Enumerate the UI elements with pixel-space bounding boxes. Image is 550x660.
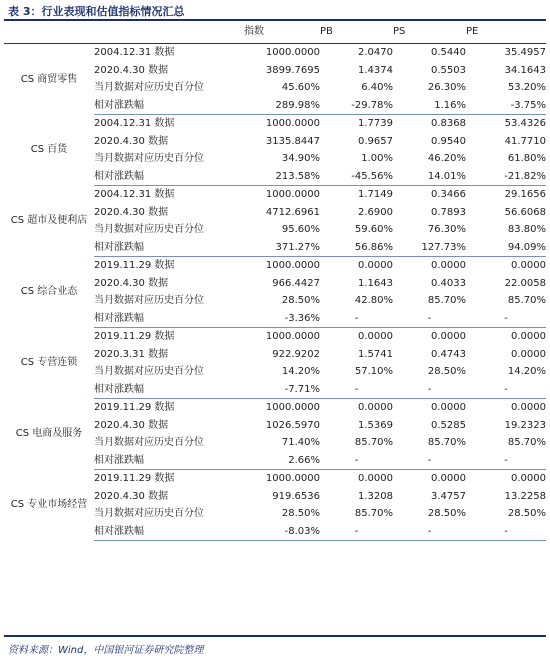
value-cell: 94.09% <box>466 239 546 257</box>
value-cell: 0.0000 <box>511 348 546 360</box>
row-label: 相对涨跌幅 <box>94 168 244 186</box>
row-label: 2020.4.30 数据 <box>94 135 169 147</box>
table-row <box>4 186 546 204</box>
value-cell: 371.27% <box>244 239 320 257</box>
category-cell: CS 专营连锁 <box>20 357 78 369</box>
table-row <box>4 328 546 346</box>
value-cell: 0.0000 <box>358 473 393 484</box>
value-cell: 95.60% <box>281 224 320 235</box>
value-cell: 1.5369 <box>358 419 393 431</box>
value-cell: -29.78% <box>320 97 393 115</box>
value-cell: - <box>466 523 546 541</box>
row-label: 相对涨跌幅 <box>94 97 244 115</box>
value-cell: 28.50% <box>507 508 546 519</box>
value-cell: 127.73% <box>393 239 466 257</box>
value-cell: 4712.6961 <box>265 206 320 218</box>
value-cell: 0.0000 <box>431 473 466 484</box>
row-label: 2004.12.31 数据 <box>94 118 175 129</box>
value-cell: -7.71% <box>244 381 320 399</box>
value-cell: 1.16% <box>393 97 466 115</box>
value-cell: 53.4326 <box>504 118 546 129</box>
value-cell: 919.6536 <box>272 490 320 502</box>
row-label: 2020.4.30 数据 <box>94 206 169 218</box>
value-cell: 1.5741 <box>358 348 393 360</box>
value-cell: 3899.7695 <box>265 64 320 76</box>
value-cell: 0.0000 <box>511 473 546 484</box>
value-cell: 85.70% <box>507 295 546 306</box>
value-cell: 1000.0000 <box>265 260 320 271</box>
value-cell: 1000.0000 <box>265 473 320 484</box>
value-cell: 56.6068 <box>504 206 546 218</box>
value-cell: 2.66% <box>244 452 320 470</box>
table-body <box>4 44 546 541</box>
category-cell: CS 商贸零售 <box>20 73 78 85</box>
category-cell: CS 百货 <box>30 144 68 156</box>
value-cell: 14.20% <box>281 366 320 377</box>
category-cell: CS 综合业态 <box>20 286 78 298</box>
value-cell: 85.70% <box>354 508 393 519</box>
value-cell: 22.0058 <box>504 277 546 289</box>
row-label: 相对涨跌幅 <box>94 381 244 399</box>
row-label: 相对涨跌幅 <box>94 239 244 257</box>
category-cell: CS 专业市场经营 <box>10 499 88 511</box>
value-cell: 922.9202 <box>272 348 320 360</box>
row-label: 当月数据对应历史百分位 <box>94 82 204 93</box>
value-cell: 0.0000 <box>431 331 466 342</box>
value-cell: 1.3208 <box>358 490 393 502</box>
row-label: 当月数据对应历史百分位 <box>94 437 204 448</box>
value-cell: 1000.0000 <box>265 189 320 200</box>
value-cell: 42.80% <box>354 295 393 306</box>
value-cell: - <box>393 523 466 541</box>
value-cell: 28.50% <box>281 295 320 306</box>
value-cell: 0.0000 <box>511 402 546 413</box>
table-title: 表 3：行业表现和估值指标情况汇总 <box>8 5 185 18</box>
value-cell: 0.8368 <box>431 118 466 129</box>
row-label: 当月数据对应历史百分位 <box>94 224 204 235</box>
value-cell: 35.4957 <box>504 47 546 58</box>
value-cell: 0.0000 <box>431 260 466 271</box>
value-cell: 0.0000 <box>511 260 546 271</box>
value-cell: 3135.8447 <box>265 135 320 147</box>
row-label: 当月数据对应历史百分位 <box>94 366 204 377</box>
row-label: 2020.4.30 数据 <box>94 64 169 76</box>
row-label: 2019.11.29 数据 <box>94 260 175 271</box>
value-cell: -45.56% <box>320 168 393 186</box>
value-cell: 0.7893 <box>431 206 466 218</box>
source-note: 资料来源：Wind，中国银河证券研究院整理 <box>8 645 204 656</box>
row-label: 当月数据对应历史百分位 <box>94 295 204 306</box>
value-cell: 26.30% <box>427 82 466 93</box>
row-label: 2020.4.30 数据 <box>94 277 169 289</box>
row-label: 相对涨跌幅 <box>94 452 244 470</box>
value-cell: 1.4374 <box>358 64 393 76</box>
value-cell: 83.80% <box>507 224 546 235</box>
value-cell: 0.0000 <box>511 331 546 342</box>
value-cell: 6.40% <box>361 82 393 93</box>
value-cell: 76.30% <box>427 224 466 235</box>
value-cell: 1.00% <box>361 153 393 164</box>
row-label: 2020.4.30 数据 <box>94 490 169 502</box>
value-cell: 13.2258 <box>504 490 546 502</box>
value-cell: 0.5503 <box>431 64 466 76</box>
value-cell: 1000.0000 <box>265 402 320 413</box>
value-cell: 19.2323 <box>504 419 546 431</box>
value-cell: 28.50% <box>281 508 320 519</box>
row-label: 当月数据对应历史百分位 <box>94 508 204 519</box>
value-cell: 34.1643 <box>504 64 546 76</box>
value-cell: 29.1656 <box>504 189 546 200</box>
value-cell: - <box>320 310 393 328</box>
value-cell: - <box>393 310 466 328</box>
value-cell: 1.7739 <box>358 118 393 129</box>
value-cell: 53.20% <box>507 82 546 93</box>
value-cell: -3.36% <box>244 310 320 328</box>
value-cell: 85.70% <box>507 437 546 448</box>
value-cell: 1000.0000 <box>265 331 320 342</box>
value-cell: 0.4033 <box>431 277 466 289</box>
header-ps: PS <box>393 21 466 44</box>
value-cell: 0.0000 <box>358 331 393 342</box>
value-cell: 1000.0000 <box>265 47 320 58</box>
value-cell: 0.5285 <box>431 419 466 431</box>
row-label: 2020.4.30 数据 <box>94 419 169 431</box>
value-cell: - <box>320 452 393 470</box>
value-cell: 966.4427 <box>272 277 320 289</box>
row-label: 2019.11.29 数据 <box>94 402 175 413</box>
value-cell: 85.70% <box>427 295 466 306</box>
row-label: 相对涨跌幅 <box>94 523 244 541</box>
table-row <box>4 470 546 488</box>
value-cell: -8.03% <box>244 523 320 541</box>
header-pe: PE <box>466 21 546 44</box>
valuation-table <box>4 21 546 541</box>
row-label: 2004.12.31 数据 <box>94 189 175 200</box>
value-cell: -3.75% <box>466 97 546 115</box>
value-cell: - <box>466 310 546 328</box>
table-row <box>4 257 546 275</box>
value-cell: 59.60% <box>354 224 393 235</box>
value-cell: 14.20% <box>507 366 546 377</box>
row-label: 2019.11.29 数据 <box>94 331 175 342</box>
value-cell: 14.01% <box>393 168 466 186</box>
value-cell: 0.0000 <box>358 260 393 271</box>
table-row <box>4 44 546 62</box>
value-cell: 57.10% <box>354 366 393 377</box>
value-cell: 1026.5970 <box>265 419 320 431</box>
value-cell: 3.4757 <box>431 490 466 502</box>
value-cell: 46.20% <box>427 153 466 164</box>
value-cell: 0.9540 <box>431 135 466 147</box>
value-cell: 28.50% <box>427 366 466 377</box>
value-cell: 0.5440 <box>431 47 466 58</box>
table-row <box>4 115 546 133</box>
value-cell: 213.58% <box>244 168 320 186</box>
header-blank <box>4 21 94 44</box>
value-cell: -21.82% <box>466 168 546 186</box>
header-row <box>4 21 546 44</box>
header-pb: PB <box>320 21 393 44</box>
row-label: 2019.11.29 数据 <box>94 473 175 484</box>
row-label: 当月数据对应历史百分位 <box>94 153 204 164</box>
value-cell: - <box>320 523 393 541</box>
value-cell: 0.4743 <box>431 348 466 360</box>
value-cell: 0.0000 <box>358 402 393 413</box>
value-cell: 85.70% <box>427 437 466 448</box>
value-cell: - <box>393 452 466 470</box>
header-blank <box>94 21 244 44</box>
value-cell: - <box>393 381 466 399</box>
value-cell: 28.50% <box>427 508 466 519</box>
value-cell: 85.70% <box>354 437 393 448</box>
value-cell: - <box>320 381 393 399</box>
value-cell: 61.80% <box>507 153 546 164</box>
value-cell: 41.7710 <box>504 135 546 147</box>
table-row <box>4 399 546 417</box>
value-cell: 0.9657 <box>358 135 393 147</box>
value-cell: - <box>466 381 546 399</box>
row-label: 相对涨跌幅 <box>94 310 244 328</box>
bottom-rule <box>4 635 546 637</box>
value-cell: 56.86% <box>320 239 393 257</box>
row-label: 2020.3.31 数据 <box>94 348 169 360</box>
value-cell: 289.98% <box>244 97 320 115</box>
value-cell: 2.0470 <box>358 47 393 58</box>
value-cell: 0.0000 <box>431 402 466 413</box>
row-label: 2004.12.31 数据 <box>94 47 175 58</box>
value-cell: 2.6900 <box>358 206 393 218</box>
value-cell: 71.40% <box>281 437 320 448</box>
value-cell: - <box>466 452 546 470</box>
value-cell: 0.3466 <box>431 189 466 200</box>
value-cell: 1.7149 <box>358 189 393 200</box>
category-cell: CS 超市及便利店 <box>10 215 88 227</box>
value-cell: 34.90% <box>281 153 320 164</box>
value-cell: 1000.0000 <box>265 118 320 129</box>
category-cell: CS 电商及服务 <box>15 428 83 440</box>
value-cell: 45.60% <box>281 82 320 93</box>
header-index: 指数 <box>244 21 320 44</box>
value-cell: 1.1643 <box>358 277 393 289</box>
